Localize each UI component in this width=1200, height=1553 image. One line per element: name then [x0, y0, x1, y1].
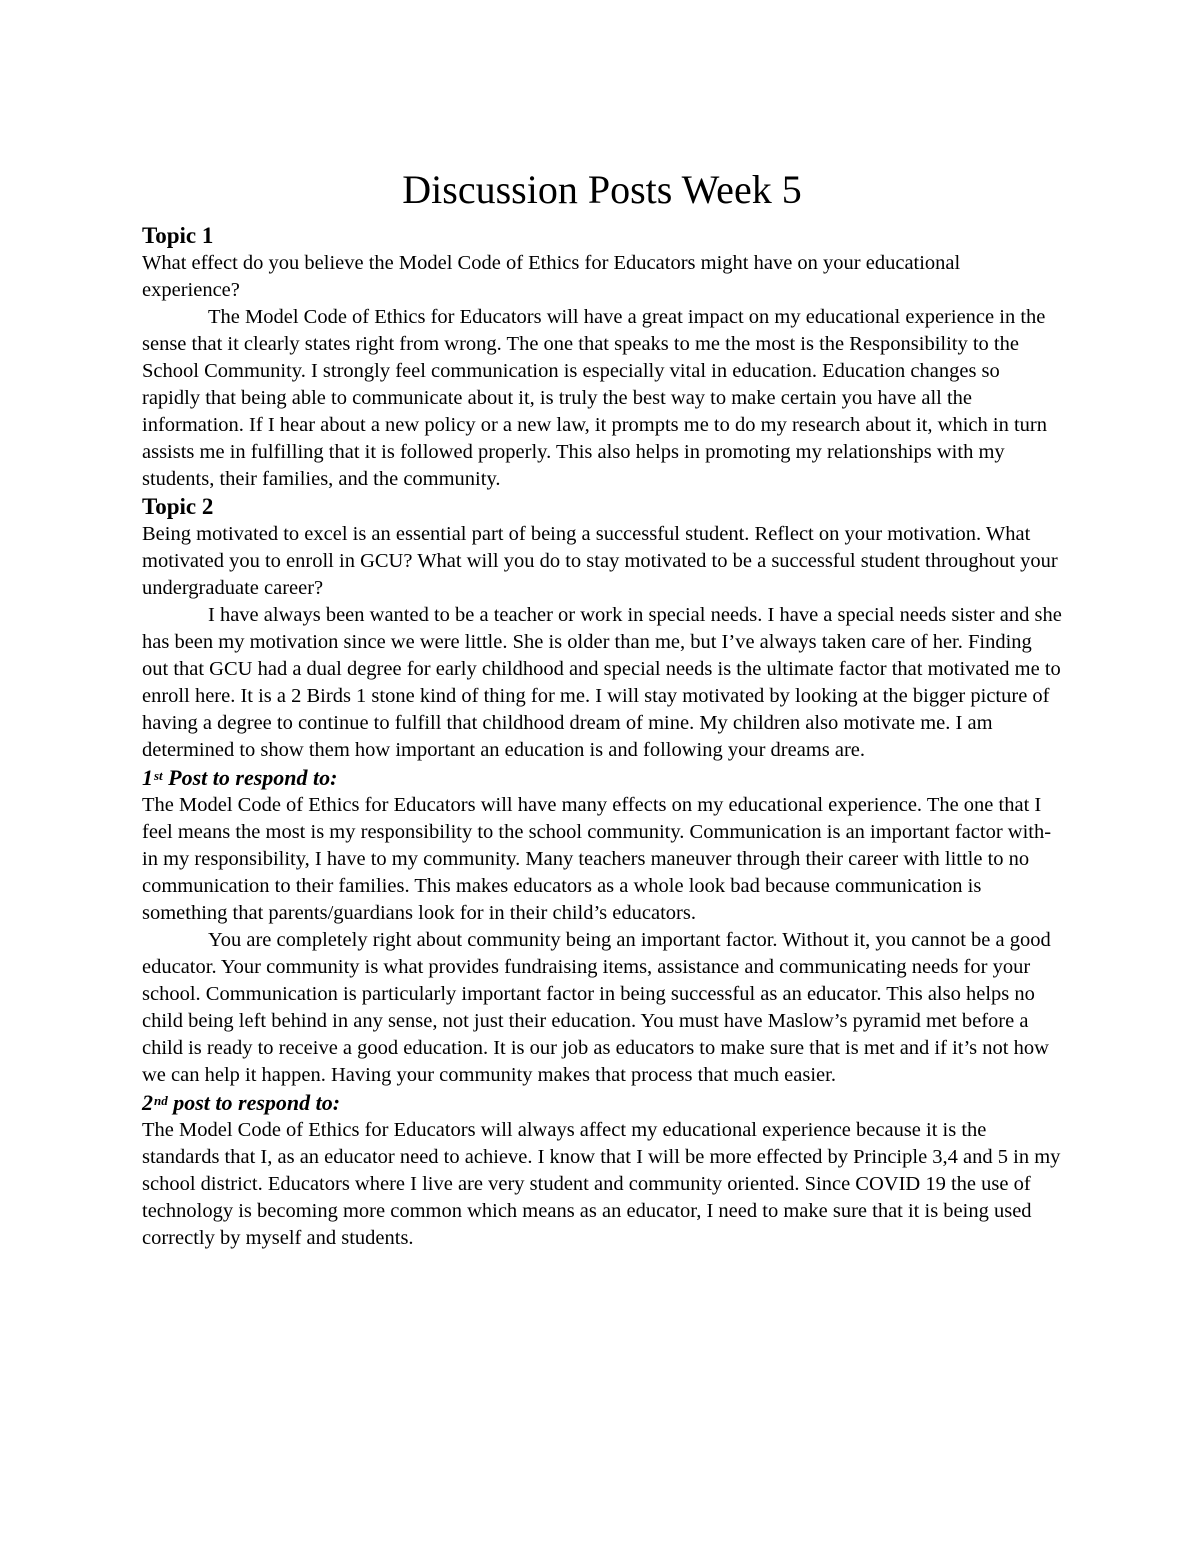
topic-2-prompt: Being motivated to excel is an essential part of being a successful student. Reflect on your motivation. What motivated you to enroll in GCU? What will you do to stay motivated to be a successful student throughout your undergraduate career?	[142, 523, 1058, 599]
document-title: Discussion Posts Week 5	[402, 167, 802, 212]
first-post-heading	[142, 764, 1062, 792]
first-post-heading-text: Post to respond to:	[162, 765, 338, 790]
topic-1-heading: Topic 1	[142, 223, 214, 248]
topic-2-heading: Topic 2	[142, 494, 214, 519]
first-post-heading-number: 1	[142, 765, 153, 790]
second-post-heading-text: post to respond to:	[167, 1090, 341, 1115]
second-post-text: The Model Code of Ethics for Educators will always affect my educational experience because it is the standards that I, as an educator need to achieve. I know that I will be more effected by Principle 3,4 and 5 in my school district. Educators where I live are very student and community oriented. Since COVID 19 the use of technology is becoming more common which means as an educator, I need to make sure that it is being used correctly by myself and students.	[142, 1119, 1061, 1249]
first-post-section	[142, 764, 1062, 1089]
topic-1-section	[142, 222, 1062, 493]
topic-1-prompt: What effect do you believe the Model Code of Ethics for Educators might have on your educational experience?	[142, 252, 961, 301]
topic-2-section	[142, 493, 1062, 764]
second-post-heading	[142, 1089, 1062, 1117]
topic-2-response: I have always been wanted to be a teacher or work in special needs. I have a special needs sister and she has been my motivation since we were little. She is older than me, but I’ve always taken care of her. Finding out that GCU had a dual degree for early childhood and special needs is the ultimate factor that motivated me to enroll here. It is a 2 Birds 1 stone kind of thing for me. I will stay motivated by looking at the bigger picture of having a degree to continue to fulfill that childhood dream of mine. My children also motivate me. I am determined to show them how important an education is and following your dreams are.	[142, 604, 1062, 761]
first-post-heading-ordinal: st	[154, 768, 163, 783]
document-page	[142, 160, 1062, 1252]
second-post-heading-ordinal: nd	[154, 1093, 168, 1108]
second-post-section	[142, 1089, 1062, 1252]
second-post-heading-number: 2	[142, 1090, 153, 1115]
topic-1-response: The Model Code of Ethics for Educators will have a great impact on my educational experience in the sense that it clearly states right from wrong. The one that speaks to me the most is the Responsibility to the School Community. I strongly feel communication is especially vital in education. Education changes so rapidly that being able to communicate about it, is truly the best way to make certain you have all the information. If I hear about a new policy or a new law, it prompts me to do my research about it, which in turn assists me in fulfilling that it is followed properly. This also helps in promoting my relationships with my students, their families, and the community.	[142, 306, 1047, 490]
first-post-reply: You are completely right about community being an important factor. Without it, you cannot be a good educator. Your community is what provides fundraising items, assistance and communicating needs for your school. Communication is particularly important factor in being successful as an educator. This also helps no child being left behind in any sense, not just their education. You must have Maslow’s pyramid met before a child is ready to receive a good education. It is our job as educators to make sure that is met and if it’s not how we can help it happen. Having your community makes that process that much easier.	[142, 929, 1051, 1086]
first-post-text: The Model Code of Ethics for Educators will have many effects on my educational experience. The one that I feel means the most is my responsibility to the school community. Communication is an important factor with-in my responsibility, I have to my community. Many teachers maneuver through their career with little to no communication to their families. This makes educators as a whole look bad because communication is something that parents/guardians look for in their child’s educators.	[142, 794, 1052, 924]
